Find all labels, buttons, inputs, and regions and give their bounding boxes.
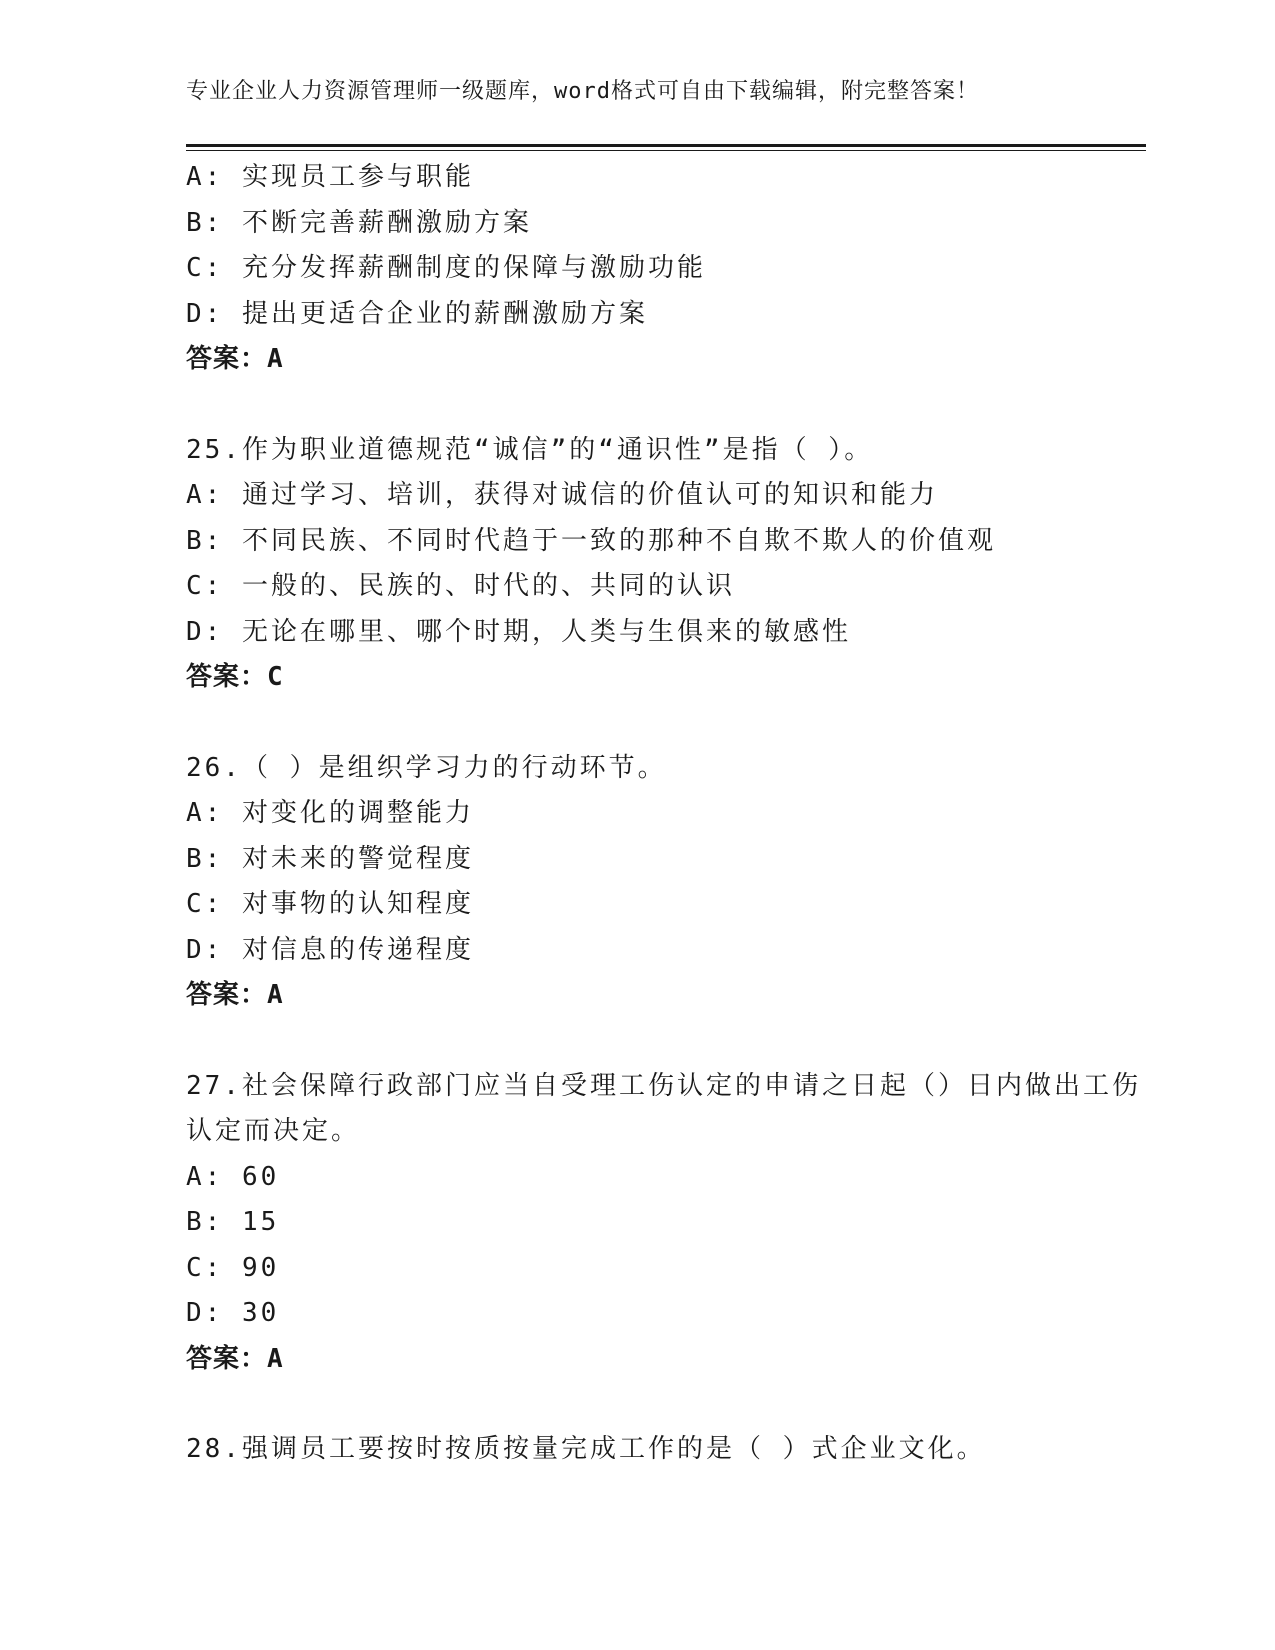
option-d: D: 提出更适合企业的薪酬激励方案 xyxy=(186,298,648,329)
question-block xyxy=(186,746,1146,1019)
answer-line: 答案：A xyxy=(186,980,284,1010)
option-b: B: 不断完善薪酬激励方案 xyxy=(186,207,532,238)
option-d: D: 30 xyxy=(186,1298,280,1328)
question-block xyxy=(186,1427,1146,1473)
question-block xyxy=(186,1064,1146,1383)
option-a: A: 60 xyxy=(186,1161,280,1192)
option-a: A: 通过学习、培训，获得对诚信的价值认可的知识和能力 xyxy=(186,480,938,510)
question-stem: 27.社会保障行政部门应当自受理工伤认定的申请之日起（）日内做出工伤认定而决定。 xyxy=(186,1070,1141,1146)
option-b: B: 不同民族、不同时代趋于一致的那种不自欺不欺人的价值观 xyxy=(186,525,996,556)
option-b: B: 对未来的警觉程度 xyxy=(186,843,474,874)
page-header: 专业企业人力资源管理师一级题库，word格式可自由下载编辑，附完整答案！ xyxy=(186,79,979,104)
header-rule-thin xyxy=(186,150,1146,151)
option-c: C: 90 xyxy=(186,1252,280,1283)
header-rule-thick xyxy=(186,144,1146,147)
question-stem: 28.强调员工要按时按质按量完成工作的是（ ）式企业文化。 xyxy=(186,1434,986,1464)
option-b: B: 15 xyxy=(186,1207,280,1237)
option-c: C: 对事物的认知程度 xyxy=(186,889,474,919)
option-d: D: 对信息的传递程度 xyxy=(186,934,474,965)
question-block xyxy=(186,428,1146,701)
question-block xyxy=(186,155,1146,383)
option-a: A: 实现员工参与职能 xyxy=(186,162,474,192)
option-a: A: 对变化的调整能力 xyxy=(186,798,474,828)
answer-line: 答案：C xyxy=(186,662,284,692)
question-list xyxy=(186,155,1146,1473)
option-c: C: 充分发挥薪酬制度的保障与激励功能 xyxy=(186,253,706,283)
question-stem: 26.（ ）是组织学习力的行动环节。 xyxy=(186,752,667,783)
option-c: C: 一般的、民族的、时代的、共同的认识 xyxy=(186,571,735,601)
question-stem: 25.作为职业道德规范“诚信”的“通识性”是指（ ）。 xyxy=(186,434,874,465)
answer-line: 答案：A xyxy=(186,344,284,374)
answer-line: 答案：A xyxy=(186,1343,284,1374)
option-d: D: 无论在哪里、哪个时期，人类与生俱来的敏感性 xyxy=(186,616,851,647)
